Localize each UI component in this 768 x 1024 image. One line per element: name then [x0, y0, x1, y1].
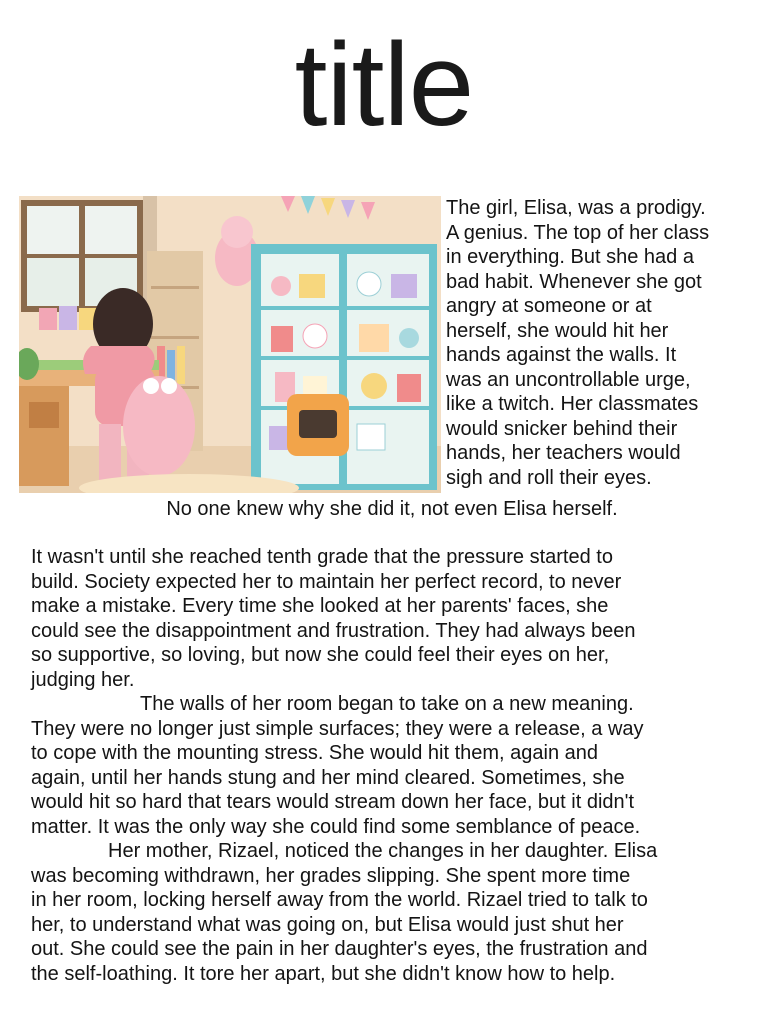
story-body [31, 545, 768, 986]
intro-paragraph: The girl, Elisa, was a prodigy. A genius. The top of her class in everything. But she had a bad habit. Whenever she got angry at someone or at herself, she would hit her hands against the walls. It was an uncontrollable urge, like a twitch. Her classmates would snicker behind their hands, her teachers would sigh and roll their eyes. [446, 197, 710, 489]
bedroom-illustration [19, 196, 441, 493]
paragraph-1: It wasn't until she reached tenth grade that the pressure started to build. Society expected her to maintain her perfect record, to never make a mistake. Every time she looked at her parents' faces, she could see the disappointment and frustration. They had always been so supportive, so loving, but now she could feel their eyes on her, judging her. [31, 546, 636, 691]
page-title: title [294, 19, 474, 151]
centered-sentence: No one knew why she did it, not even Elisa herself. [166, 498, 618, 520]
paragraph-2: The walls of her room began to take on a new meaning. They were no longer just simple surfaces; they were a release, a way to cope with the mounting stress. She would hit them, again and again, until her hands stung and her mind cleared. Sometimes, she would hit so hard that tears would stream down her face, but it didn't matter. It was the only way she could find some semblance of peace. [31, 693, 644, 838]
paragraph-3: Her mother, Rizael, noticed the changes in her daughter. Elisa was becoming withdrawn, her grades slipping. She spent more time in her room, locking herself away from the world. Rizael tried to talk to her, to understand what was going on, but Elisa would just shut her out. She could see the pain in her daughter's eyes, the frustration and the self-loathing. It tore her apart, but she didn't know how to help. [31, 840, 658, 985]
